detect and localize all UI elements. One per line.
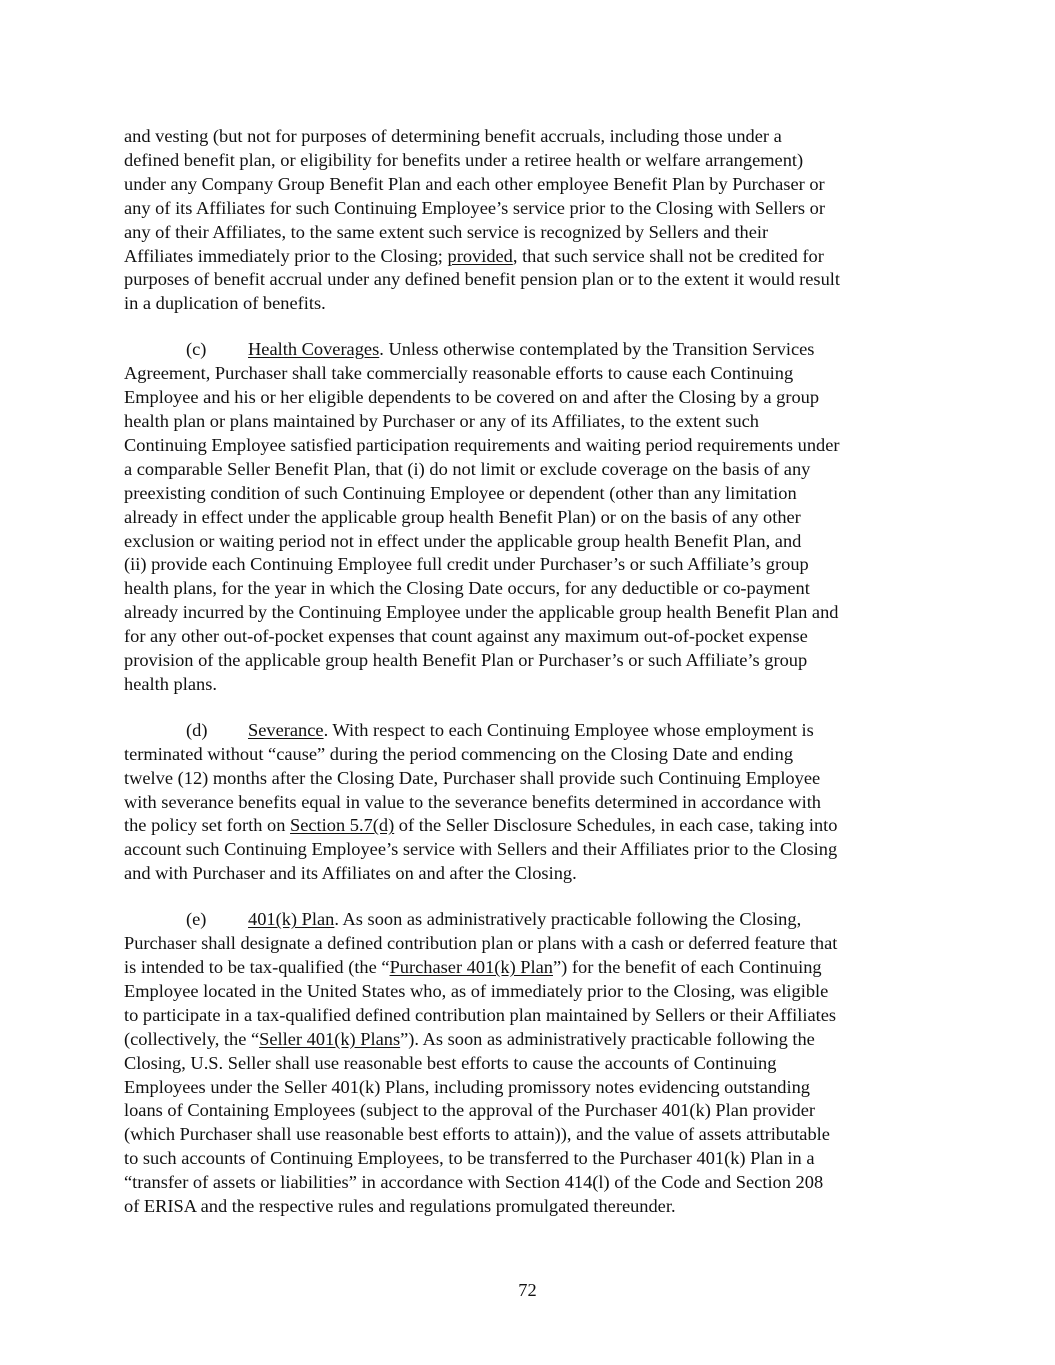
section-c-health-coverages xyxy=(124,338,936,697)
defined-term-seller-401k-plans: Seller 401(k) Plans xyxy=(259,1028,401,1049)
defined-term-purchaser-401k-plan: Purchaser 401(k) Plan xyxy=(389,957,553,977)
text-line: exclusion or waiting period not in effect under the applicable group health Benefit Plan, and xyxy=(124,530,802,551)
text-line: Employee located in the United States who, as of immediately prior to the Closing, was eligible xyxy=(124,980,829,1001)
section-reference: Section 5.7(d) xyxy=(290,815,395,836)
text-line: is intended to be tax-qualified (the “Purchaser 401(k) Plan”) for the benefit of each Continuing xyxy=(124,957,822,977)
text-line: loans of Containing Employees (subject to the approval of the Purchaser 401(k) Plan provider xyxy=(124,1100,816,1121)
text-line: under any Company Group Benefit Plan and each other employee Benefit Plan by Purchaser or xyxy=(124,173,825,194)
text-line: any of their Affiliates, to the same extent such service is recognized by Sellers and their xyxy=(124,221,769,242)
text-line: health plan or plans maintained by Purchaser or any of its Affiliates, to the extent such xyxy=(124,410,759,431)
page-number: 72 xyxy=(518,1280,537,1300)
section-c-first-line: (c) Health Coverages. Unless otherwise contemplated by the Transition Services xyxy=(124,338,936,362)
text-line: “transfer of assets or liabilities” in accordance with Section 414(l) of the Code and Section 208 xyxy=(124,1172,824,1193)
text-line: Employees under the Seller 401(k) Plans, including promissory notes evidencing outstanding xyxy=(124,1076,810,1097)
section-d-severance xyxy=(124,719,936,886)
text-line: already in effect under the applicable group health Benefit Plan) or on the basis of any other xyxy=(124,506,801,527)
text-line: in a duplication of benefits. xyxy=(124,293,326,314)
text-line: and with Purchaser and its Affiliates on and after the Closing. xyxy=(124,863,577,884)
section-c-heading: Health Coverages xyxy=(248,339,380,360)
text-line: twelve (12) months after the Closing Date, Purchaser shall provide such Continuing Employee xyxy=(124,767,821,788)
document-page xyxy=(124,125,936,1241)
text-line: any of its Affiliates for such Continuing Employee’s service prior to the Closing with Sellers or xyxy=(124,197,825,218)
text-line: for any other out-of-pocket expenses that count against any maximum out-of-pocket expense xyxy=(124,626,808,647)
text-line: to participate in a tax-qualified defined contribution plan maintained by Sellers or their Affiliates xyxy=(124,1004,837,1025)
section-d-first-line: (d) Severance. With respect to each Continuing Employee whose employment is xyxy=(124,719,936,743)
provided-term: provided xyxy=(447,245,513,266)
section-e-label: (e) xyxy=(186,909,207,930)
text-line: Continuing Employee satisfied participation requirements and waiting period requirements under xyxy=(124,434,840,455)
text-line: provision of the applicable group health Benefit Plan or Purchaser’s or such Affiliate’s group xyxy=(124,650,808,671)
text-line: Employee and his or her eligible dependents to be covered on and after the Closing by a group xyxy=(124,387,820,408)
text-line: a comparable Seller Benefit Plan, that (i) do not limit or exclude coverage on the basis of any xyxy=(124,458,811,479)
text-line: Purchaser shall designate a defined contribution plan or plans with a cash or deferred feature that xyxy=(124,933,838,954)
section-d-label: (d) xyxy=(186,719,208,740)
text-line: account such Continuing Employee’s service with Sellers and their Affiliates prior to the Closing xyxy=(124,839,838,860)
text-line: of ERISA and the respective rules and regulations promulgated thereunder. xyxy=(124,1196,676,1217)
text-line: Closing, U.S. Seller shall use reasonable best efforts to cause the accounts of Continuing xyxy=(124,1052,777,1073)
section-e-401k-plan xyxy=(124,908,936,1219)
text-line: health plans. xyxy=(124,673,217,694)
paragraph-b-continuation xyxy=(124,125,936,316)
text-line: purposes of benefit accrual under any defined benefit pension plan or to the extent it would result xyxy=(124,269,840,290)
text-line: defined benefit plan, or eligibility for benefits under a retiree health or welfare arrangement) xyxy=(124,149,804,170)
text-line: (which Purchaser shall use reasonable best efforts to attain)), and the value of assets attributable xyxy=(124,1124,830,1145)
text-line: the policy set forth on Section 5.7(d) of the Seller Disclosure Schedules, in each case, taking into xyxy=(124,815,838,836)
section-c-label: (c) xyxy=(186,339,207,360)
section-d-heading: Severance xyxy=(248,719,324,740)
text-line: already incurred by the Continuing Employee under the applicable group health Benefit Plan and xyxy=(124,602,839,623)
section-e-first-line: (e) 401(k) Plan. As soon as administratively practicable following the Closing, xyxy=(124,908,936,932)
text-line: preexisting condition of such Continuing Employee or dependent (other than any limitation xyxy=(124,482,797,503)
text-line: to such accounts of Continuing Employees, to be transferred to the Purchaser 401(k) Plan in a xyxy=(124,1148,815,1169)
text-line: with severance benefits equal in value to the severance benefits determined in accordance with xyxy=(124,791,822,812)
text-line: Agreement, Purchaser shall take commercially reasonable efforts to cause each Continuing xyxy=(124,363,794,384)
text-line: and vesting (but not for purposes of determining benefit accruals, including those under a xyxy=(124,126,782,146)
text-line: (ii) provide each Continuing Employee full credit under Purchaser’s or such Affiliate’s group xyxy=(124,554,809,575)
text-line: terminated without “cause” during the period commencing on the Closing Date and ending xyxy=(124,743,794,764)
text-line: health plans, for the year in which the Closing Date occurs, for any deductible or co-payment xyxy=(124,578,810,599)
section-e-heading: 401(k) Plan xyxy=(248,909,335,930)
text-line: Affiliates immediately prior to the Closing; provided, that such service shall not be credited for xyxy=(124,245,824,266)
text-line: (collectively, the “Seller 401(k) Plans”). As soon as administratively practicable following the xyxy=(124,1028,815,1049)
